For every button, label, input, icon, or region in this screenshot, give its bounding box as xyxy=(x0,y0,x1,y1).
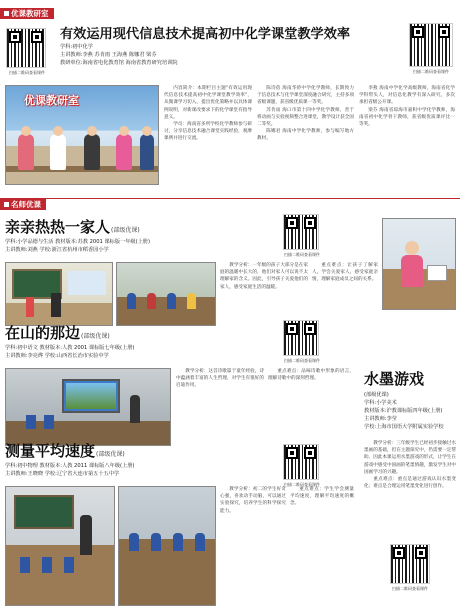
qr-caption: 扫描二维码查看课件 xyxy=(9,70,45,75)
feature-column-1: 内容简介：本期栏目主题"有效运用现代信息技术提高初中化学课堂教学效率"，从微课学习切入，提出优化策略并以具体课例说明，对新课改要求下的化学课堂有指导意义。 学员：海南省多所学校化学教师参与研讨，分享信息技术融合课堂实践经验，观摩课例并进行交流。 xyxy=(164,86,252,142)
lesson-subject: 学科:初中物理 教材版本:人教 2011 课标版八年级(上册) xyxy=(5,463,135,469)
organizer: 教研单位:海南省电化教育馆 海南省教育研究培训院 xyxy=(60,60,178,66)
lesson-teacher: 主讲教师:刘燕 学校:浙江省杭州市稻香园小学 xyxy=(5,247,109,253)
side-lesson-suffix: (部级优课) xyxy=(364,392,389,398)
lesson-analysis: 教学分析：这首诗歌篇于童年经验，诗中蕴涵着丰富的人生哲理，对学生有很好的启迪作用。 xyxy=(176,369,264,389)
lesson-photo xyxy=(118,486,216,606)
qr-caption: 扫描二维码查看课件 xyxy=(413,69,449,74)
banner-text: 优课教研室 xyxy=(24,94,79,107)
lesson-teacher: 主讲教师:王晓晓 学校:辽宁省大连市第五十五中学 xyxy=(5,471,120,477)
lesson-analysis: 教学分析：一年级的孩子大部分是在家庭的温暖中长大的，他们对家人可以说不太理解家的含义。因此，引导孩子关爱他们的家人，感受家庭生活的温暖。 xyxy=(220,263,308,290)
side-lesson-teacher: 主讲教师:李莹 xyxy=(364,416,397,422)
section-tag: 名师优课 xyxy=(0,199,46,210)
qr-code[interactable] xyxy=(283,444,319,480)
side-lesson-analysis: 教学分析：三年级学生已经初步接触过水墨画的基础，但在主题探究中，仍需要一定帮助。因此本课运用水墨游戏的形式，让学生在游戏中感受中国画的笔墨情趣，激发学生对中国画学习的兴趣。 重点难点：重点是通过游戏认识水墨变化；难点是合理运用笔墨变化进行创作。 xyxy=(364,441,456,490)
lesson-subject: 学科:初中语文 教材版本:人教 2001 课标版七年级(上册) xyxy=(5,345,135,351)
lesson-photo xyxy=(116,262,216,326)
qr-code[interactable] xyxy=(283,214,319,250)
qr-caption: 扫描二维码查看课件 xyxy=(284,358,320,363)
side-lesson-subject: 学科:小学美术 xyxy=(364,400,397,406)
subject: 学科:初中化学 xyxy=(60,44,93,50)
qr-caption: 扫描二维码查看课件 xyxy=(284,482,320,487)
lesson-subject: 学科:小学品德与生活 教材版本:苏教 2001 课标版一年级(上册) xyxy=(5,239,151,245)
qr-code[interactable] xyxy=(283,320,319,356)
page-title: 有效运用现代信息技术提高初中化学课堂教学效率 xyxy=(60,27,351,42)
side-lesson-school: 学校:上海市国语大学附属实验学校 xyxy=(364,424,444,430)
lesson-photo xyxy=(5,368,171,446)
side-lesson-title: 水墨游戏 xyxy=(364,370,425,388)
lesson-photo xyxy=(5,262,113,326)
side-lesson-edition: 教材版本:沪教课标版四年级(上册) xyxy=(364,408,443,414)
lecturers: 主讲教师:李燕 苏肯雨 王海燕 陈娜君 梁芬 xyxy=(60,52,157,58)
lesson-title: 亲亲热热一家人(部级优课) xyxy=(5,218,140,236)
qr-code[interactable] xyxy=(409,23,453,67)
lesson-title: 测量平均速度(部级优课) xyxy=(5,442,125,460)
lesson-photo xyxy=(5,486,115,606)
qr-code[interactable] xyxy=(390,544,430,584)
lesson-photo xyxy=(382,218,456,310)
feature-photo xyxy=(5,85,159,185)
feature-column-3: 李燕 海南中学化学高级教师，海南省化学学科带头人，对信息化教学有深入研究，多次承担省级公开课。 梁芬 海南省琼海市嘉积中学化学教师，海南省初中化学骨干教师，获省级优质课评比一等奖。 xyxy=(359,86,455,128)
qr-code[interactable] xyxy=(6,28,46,68)
lesson-analysis: 教学分析：初二的学生好奇心强，喜欢动手动脑，可以通过实验探究，培养学生的科学探究能力。 xyxy=(220,487,286,514)
feature-column-2: 陈诗蓓 海南华侨中学化学教师，长期致力于信息技术与化学课堂深度融合研究，主持多项省级课题，获省级优质课一等奖。 苏肯雨 海口市第十四中学化学教师，善于将动画与实验视频整合进课堂，教学设计获全国二等奖。 陈娜君 海南中学化学教师，参与编写地方教材。 xyxy=(257,86,354,142)
column-tag: 优课教研室 xyxy=(0,8,54,19)
lesson-keypoints: 重点难点：学生学会测量平均速度，理解平均速度的概念。 xyxy=(290,487,354,507)
section-divider xyxy=(0,198,460,199)
lesson-keypoints: 重点难点：品味诗歌中形象的语言，理解诗歌中的深刻哲理。 xyxy=(268,369,354,382)
lesson-title: 在山的那边(部级优课) xyxy=(5,324,110,342)
qr-caption: 扫描二维码查看课件 xyxy=(392,586,428,591)
lesson-teacher: 主讲教师:李亮烨 学校:山西省长治市实验中学 xyxy=(5,353,109,359)
qr-caption: 扫描二维码查看课件 xyxy=(284,252,320,257)
lesson-keypoints: 重点难点：让孩子了解家人，学会关爱家人，感受家庭亲情，理解家庭成员之间的关系。 xyxy=(312,263,378,283)
